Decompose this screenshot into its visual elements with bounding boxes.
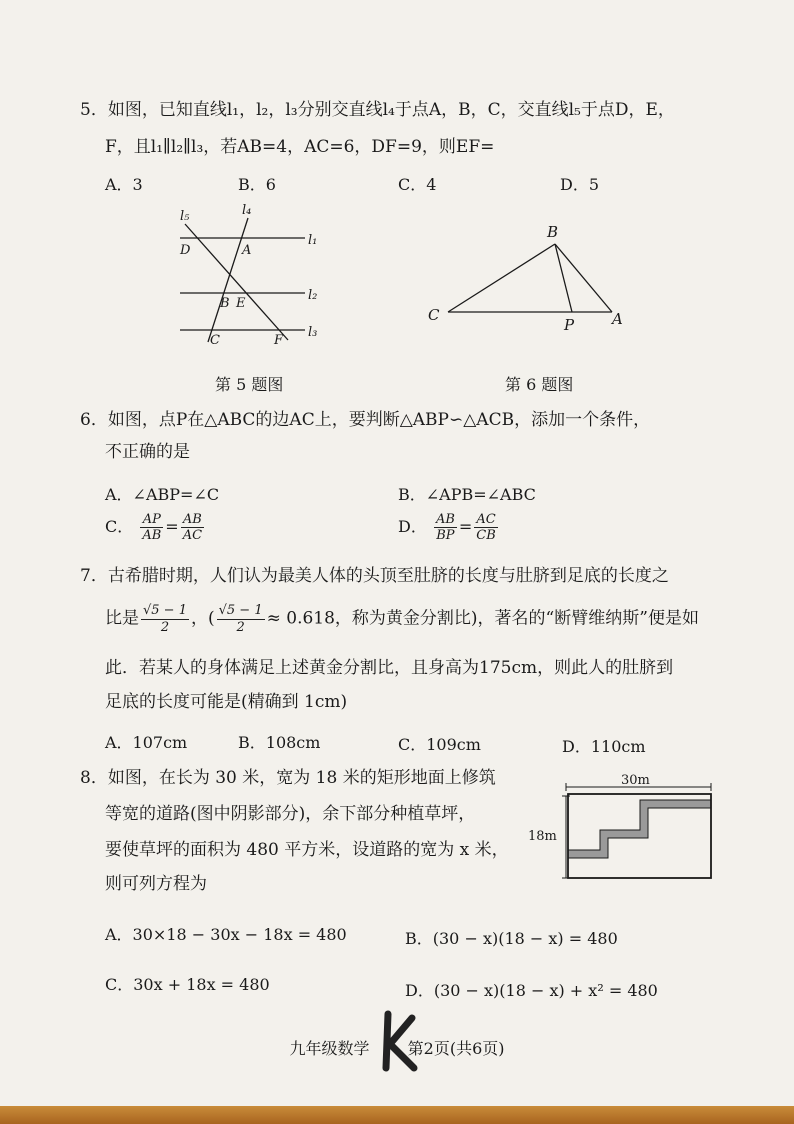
q5-option-c: C．4 [398, 175, 437, 194]
q8-option-b: B．(30 − x)(18 − x) = 480 [405, 929, 618, 948]
fraction: $\frac{AB}{BP}$ [435, 512, 455, 543]
q5-line2: F，且l₁∥l₂∥l₃，若AB=4，AC=6，DF=9，则EF= [105, 137, 495, 157]
label-F: F [274, 333, 284, 348]
q5-option-a: A．3 [105, 175, 143, 194]
label-D: D [180, 243, 191, 258]
label-l1: l₁ [308, 233, 318, 248]
fraction: $\frac{AC}{CB}$ [476, 512, 496, 543]
q6-option-b: B．∠APB=∠ABC [398, 485, 536, 504]
q5-option-b: B．6 [238, 175, 276, 194]
q6-line2: 不正确的是 [105, 442, 190, 462]
q5-figure [170, 200, 340, 350]
q6-option-a: A．∠ABP=∠C [105, 485, 220, 504]
label-P: P [564, 316, 575, 334]
q8-line1: 8．如图，在长为 30 米，宽为 18 米的矩形地面上修筑 [80, 768, 496, 788]
q7-line4: 足底的长度可能是(精确到 1cm) [105, 692, 348, 712]
q8-figure [526, 772, 726, 884]
label-E: E [236, 296, 246, 311]
q7-option-a: A．107cm [105, 733, 188, 752]
q5-option-d: D．5 [560, 175, 600, 194]
golden-ratio-fraction: $\frac{√5 - 1}{2}$ [143, 603, 187, 635]
road-shaded-region [568, 800, 711, 858]
label-B: B [547, 223, 559, 241]
label-C: C [210, 333, 220, 348]
q5-line1: 5．如图，已知直线l₁，l₂，l₃分别交直线l₄于点A，B，C，交直线l₅于点D，E， [80, 100, 675, 120]
fraction: $\frac{AB}{AC}$ [182, 512, 203, 543]
segment-cb [448, 244, 555, 312]
q6-option-d: D． $\frac{AB}{BP}$ = $\frac{AC}{CB}$ [398, 512, 496, 543]
fraction: $\frac{AP}{AB}$ [142, 512, 162, 543]
golden-ratio-fraction: $\frac{√5 - 1}{2}$ [218, 603, 263, 635]
q6-figure [420, 220, 640, 340]
bottom-edge-strip [0, 1106, 794, 1124]
q5-caption: 第 5 题图 [215, 375, 284, 394]
q8-option-a: A．30×18 − 30x − 18x = 480 [105, 925, 347, 944]
q6-line1: 6．如图，点P在△ABC的边AC上，要判断△ABP∽△ACB，添加一个条件， [80, 410, 651, 430]
q7-option-d: D．110cm [562, 737, 646, 756]
q7-line1: 7．古希腊时期，人们认为最美人体的头顶至肚脐的长度与肚脐到足底的长度之 [80, 566, 669, 586]
label-l4: l₄ [242, 203, 252, 218]
q7-option-b: B．108cm [238, 733, 321, 752]
q7-line3: 此．若某人的身体满足上述黄金分割比，且身高为175cm，则此人的肚脐到 [105, 658, 674, 678]
q8-option-d: D．(30 − x)(18 − x) + x² = 480 [405, 981, 658, 1000]
label-l5: l₅ [180, 209, 190, 224]
q7-line2: 比是 $\frac{√5 - 1}{2}$ ，( $\frac{√5 - 1}{2}$ ≈ 0.618，称为黄金分割比)，著名的“断臂维纳斯”便是如 [105, 603, 699, 635]
height-label: 18m [528, 829, 557, 844]
q8-line2: 等宽的道路(图中阴影部分)，余下部分种植草坪， [105, 804, 476, 824]
q6-option-c: C． $\frac{AP}{AB}$ = $\frac{AB}{AC}$ [105, 512, 203, 543]
q8-line3: 要使草坪的面积为 480 平方米，设道路的宽为 x 米， [105, 840, 509, 860]
line-l5 [185, 224, 288, 340]
label-A: A [242, 243, 252, 258]
q6-caption: 第 6 题图 [505, 375, 574, 394]
q7-option-c: C．109cm [398, 735, 481, 754]
handwritten-k-mark [378, 1010, 420, 1072]
label-B: B [220, 296, 230, 311]
footer-page-number: 第2页(共6页) [407, 1039, 505, 1058]
label-l2: l₂ [308, 288, 318, 303]
line-l4 [208, 218, 248, 342]
label-C: C [428, 306, 440, 324]
footer-subject: 九年级数学 [289, 1039, 370, 1058]
q8-line4: 则可列方程为 [105, 874, 207, 894]
label-l3: l₃ [308, 325, 318, 340]
width-label: 30m [621, 773, 650, 788]
q8-option-c: C．30x + 18x = 480 [105, 975, 270, 994]
label-A: A [612, 310, 623, 328]
